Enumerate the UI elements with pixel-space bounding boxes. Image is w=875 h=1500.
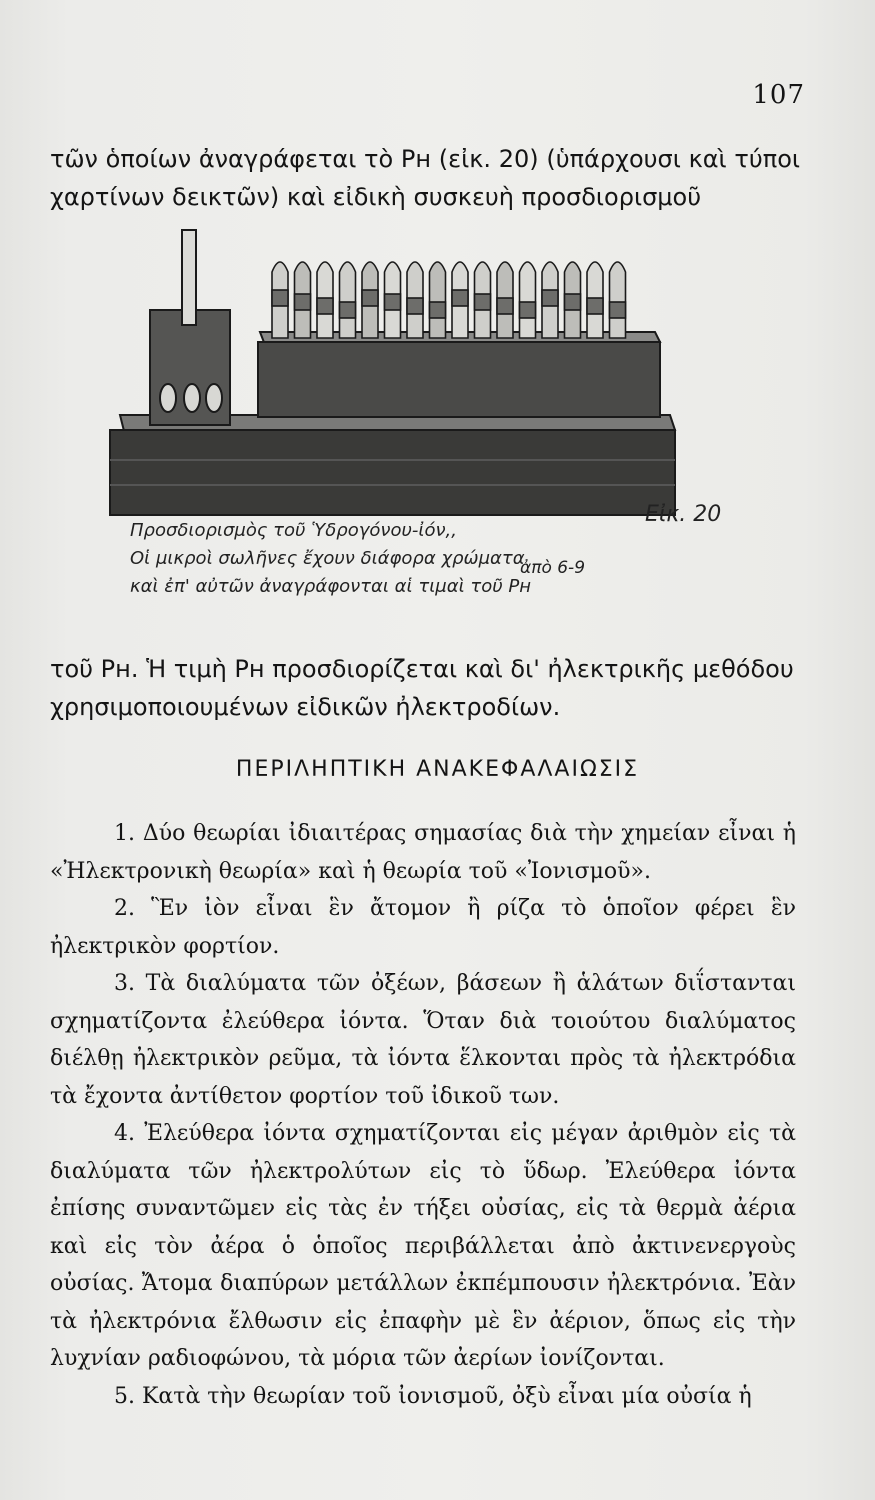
tube-label-band: [272, 290, 288, 306]
caption-line-3: καὶ ἐπ' αὐτῶν ἀναγράφονται αἱ τιμαὶ τοῦ Pʜ: [130, 576, 532, 597]
dropper-bottle: [182, 230, 196, 325]
tube-label-band: [475, 294, 491, 310]
figure-label: Εἰκ. 20: [645, 502, 722, 527]
rack-block: [258, 342, 660, 417]
tube-label-band: [317, 298, 333, 314]
tube-label-band: [520, 302, 536, 318]
indicator-tube: [610, 262, 626, 338]
tube-label-band: [497, 298, 513, 314]
rack-base: [110, 430, 675, 515]
page-number: 107: [752, 80, 805, 110]
summary-heading: ΠΕΡΙΛΗΠΤΙΚΗ ΑΝΑΚΕΦΑΛΑΙΩΣΙΣ: [235, 757, 640, 782]
tube-label-band: [295, 294, 311, 310]
indicator-tube: [430, 262, 446, 338]
summary-item-4: 4. Ἐλεύθερα ἰόντα σχηματίζονται εἰς μέγαν ἀριθμὸν εἰς τὰ διαλύματα τῶν ἠλεκτρολύτων εἰς τὸ ὕδωρ. Ἐλεύθερα ἰόντα ἐπίσης συναντῶμεν εἰς τὰς ἐν τήξει οὐσίας, εἰς τὰ θερμὰ ἀέρια καὶ εἰς τὸν ἀέρα ὁ ὁποῖος περιβάλλεται ἀπὸ ἀκτινενεργοὺς οὐσίας. Ἄτομα διαπύρων μετάλλων ἐκπέμπουσιν ἠλεκτρόνια. Ἐὰν τὰ ἠλεκτρόνια ἔλθωσιν εἰς ἐπαφὴν μὲ ἓν ἀέριον, ὅπως εἰς τὴν λυχνίαν ραδιοφώνου, τὰ μόρια τῶν ἀερίων ἰονίζονται.: [50, 1121, 796, 1371]
caption-range: ἀπὸ 6-9: [520, 558, 586, 578]
continuation-paragraph: τοῦ Pʜ. Ἡ τιμὴ Pʜ προσδιορίζεται καὶ δι' ἠλεκτρικῆς μεθόδου χρησιμοποιουμένων εἰδικῶν ἠλεκτροδίων.: [50, 655, 794, 721]
caption-line-2: Οἱ μικροὶ σωλῆνες ἔχουν διάφορα χρώματα: [130, 548, 525, 569]
tube-label-band: [407, 298, 423, 314]
summary-item-1: 1. Δύο θεωρίαι ἰδιαιτέρας σημασίας διὰ τὴν χημείαν εἶναι ἡ «Ἠλεκτρονικὴ θεωρία» καὶ ἡ θεωρία τοῦ «Ἰονισμοῦ».: [50, 821, 796, 884]
tube-label-band: [542, 290, 558, 306]
tube-label-band: [587, 298, 603, 314]
tube-label-band: [565, 294, 581, 310]
summary-list: [50, 815, 796, 1415]
tube-label-band: [385, 294, 401, 310]
summary-item-5: 5. Κατὰ τὴν θεωρίαν τοῦ ἰονισμοῦ, ὀξὺ εἶναι μία οὐσία ἡ: [114, 1383, 752, 1409]
tube-label-band: [430, 302, 446, 318]
tube-label-band: [610, 302, 626, 318]
tube-label-band: [362, 290, 378, 306]
intro-paragraph: τῶν ὁποίων ἀναγράφεται τὸ Pʜ (εἰκ. 20) (ὑπάρχουσι καὶ τύποι χαρτίνων δεικτῶν) καὶ εἰδικὴ συσκευὴ προσδιορισμοῦ: [50, 145, 800, 211]
summary-item-3: 3. Τὰ διαλύματα τῶν ὀξέων, βάσεων ἢ ἁλάτων διΐστανται σχηματίζοντα ἐλεύθερα ἰόντα. Ὅταν διὰ τοιούτου διαλύματος διέλθῃ ἠλεκτρικὸν ρεῦμα, τὰ ἰόντα ἕλκονται πρὸς τὰ ἠλεκτρόδια τὰ ἔχοντα ἀντίθετον φορτίον τοῦ ἰδικοῦ των.: [50, 971, 796, 1109]
caption-line-1: Προσδιορισμὸς τοῦ Ὑδρογόνου-ἰόν,,: [130, 520, 457, 541]
tube-label-band: [452, 290, 468, 306]
tube-label-band: [340, 302, 356, 318]
indicator-tube: [520, 262, 536, 338]
indicator-tubes: [272, 262, 626, 338]
indicator-tube: [340, 262, 356, 338]
summary-item-2: 2. Ἓν ἰὸν εἶναι ἓν ἄτομον ἢ ρίζα τὸ ὁποῖον φέρει ἓν ἠλεκτρικὸν φορτίον.: [50, 896, 796, 959]
